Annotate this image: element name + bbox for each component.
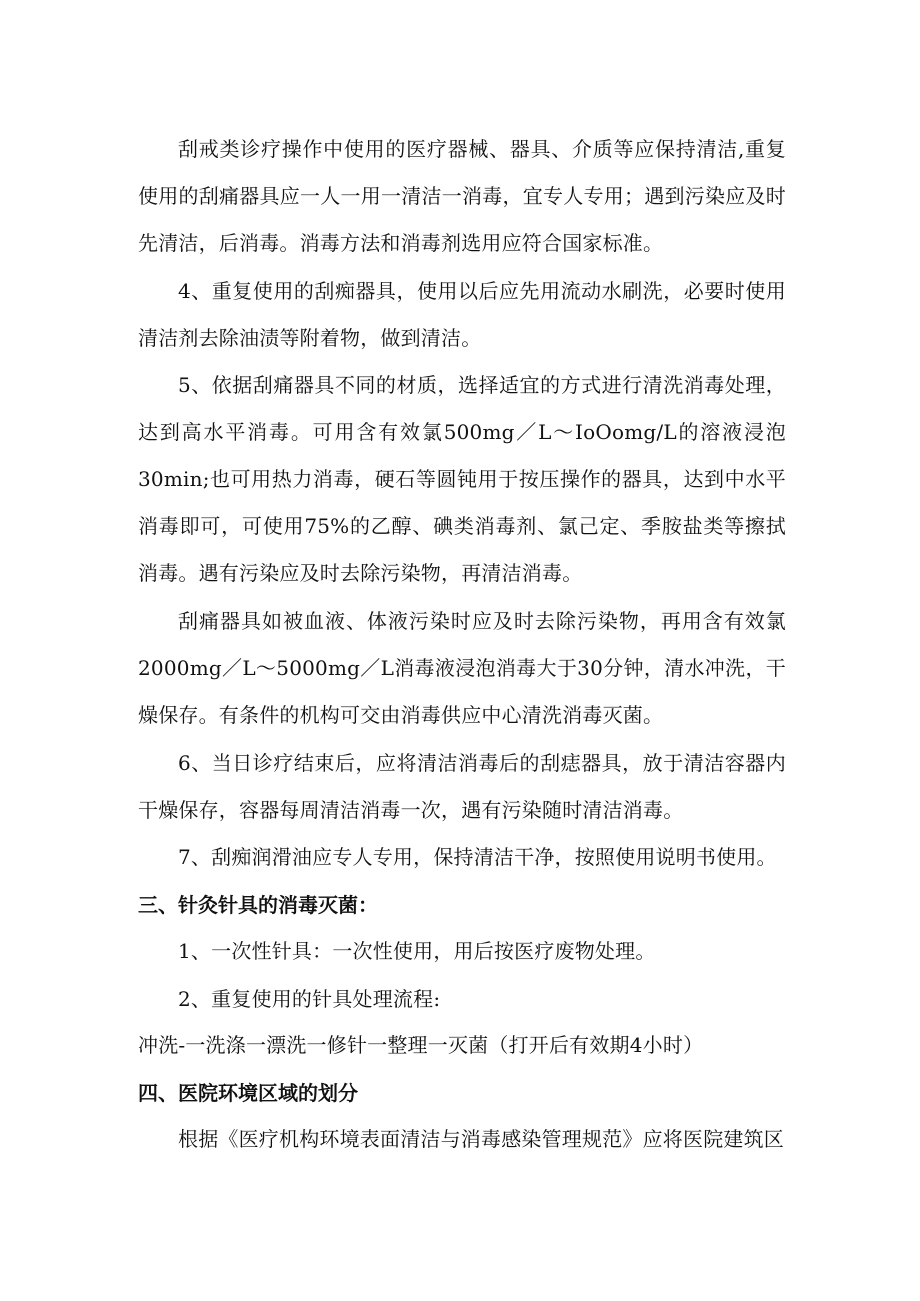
paragraph-hospital-zoning: 根据《医疗机构环境表面清洁与消毒感染管理规范》应将医院建筑区 <box>178 1127 784 1151</box>
paragraph-item-7: 7、刮痴润滑油应专人专用，保持清洁干净，按照使用说明书使用。 <box>178 845 777 869</box>
paragraph-scraping-tools-cleaning: 刮戒类诊疗操作中使用的医疗器械、器具、介质等应保持清洁,重复使用的刮痛器具应一人一用一清洁一消毒，宜专人专用；遇到污染应及时先清洁，后消毒。消毒方法和消毒剂选用应符合国家标准。 <box>138 137 786 255</box>
paragraph-needle-item-1: 1、一次性针具：一次性使用，用后按医疗废物处理。 <box>178 939 656 963</box>
section-heading-3: 三、针灸针具的消毒灭菌： <box>138 893 378 917</box>
paragraph-needle-process: 冲洗-一洗涤一漂洗一修针一整理一灭菌（打开后有效期4小时） <box>138 1033 704 1057</box>
section-heading-4: 四、医院环境区域的划分 <box>138 1081 358 1105</box>
paragraph-item-5: 5、依据刮痛器具不同的材质，选择适宜的方式进行清洗消毒处理，达到高水平消毒。可用含有效氯500mg／L～IoOomg/L的溶液浸泡30min;也可用热力消毒，硬石等圆钝用于按压操作的器具，达到中水平消毒即可，可使用75%的乙醇、碘类消毒剂、氯己定、季胺盐类等擦拭消毒。遇有污染应及时去除污染物，再清洁消毒。 <box>138 373 786 585</box>
paragraph-item-6: 6、当日诊疗结束后，应将清洁消毒后的刮痣器具，放于清洁容器内干燥保存，容器每周清洁消毒一次，遇有污染随时清洁消毒。 <box>138 751 786 822</box>
paragraph-item-4: 4、重复使用的刮痴器具，使用以后应先用流动水刷洗，必要时使用清洁剂去除油渍等附着物，做到清洁。 <box>138 279 786 350</box>
paragraph-blood-contamination: 刮痛器具如被血液、体液污染时应及时去除污染物，再用含有效氯2000mg／L～5000mg／L消毒液浸泡消毒大于30分钟，清水冲洗，干燥保存。有条件的机构可交由消毒供应中心清洗消毒灭菌。 <box>138 609 786 727</box>
paragraph-needle-item-2: 2、重复使用的针具处理流程: <box>178 987 441 1011</box>
